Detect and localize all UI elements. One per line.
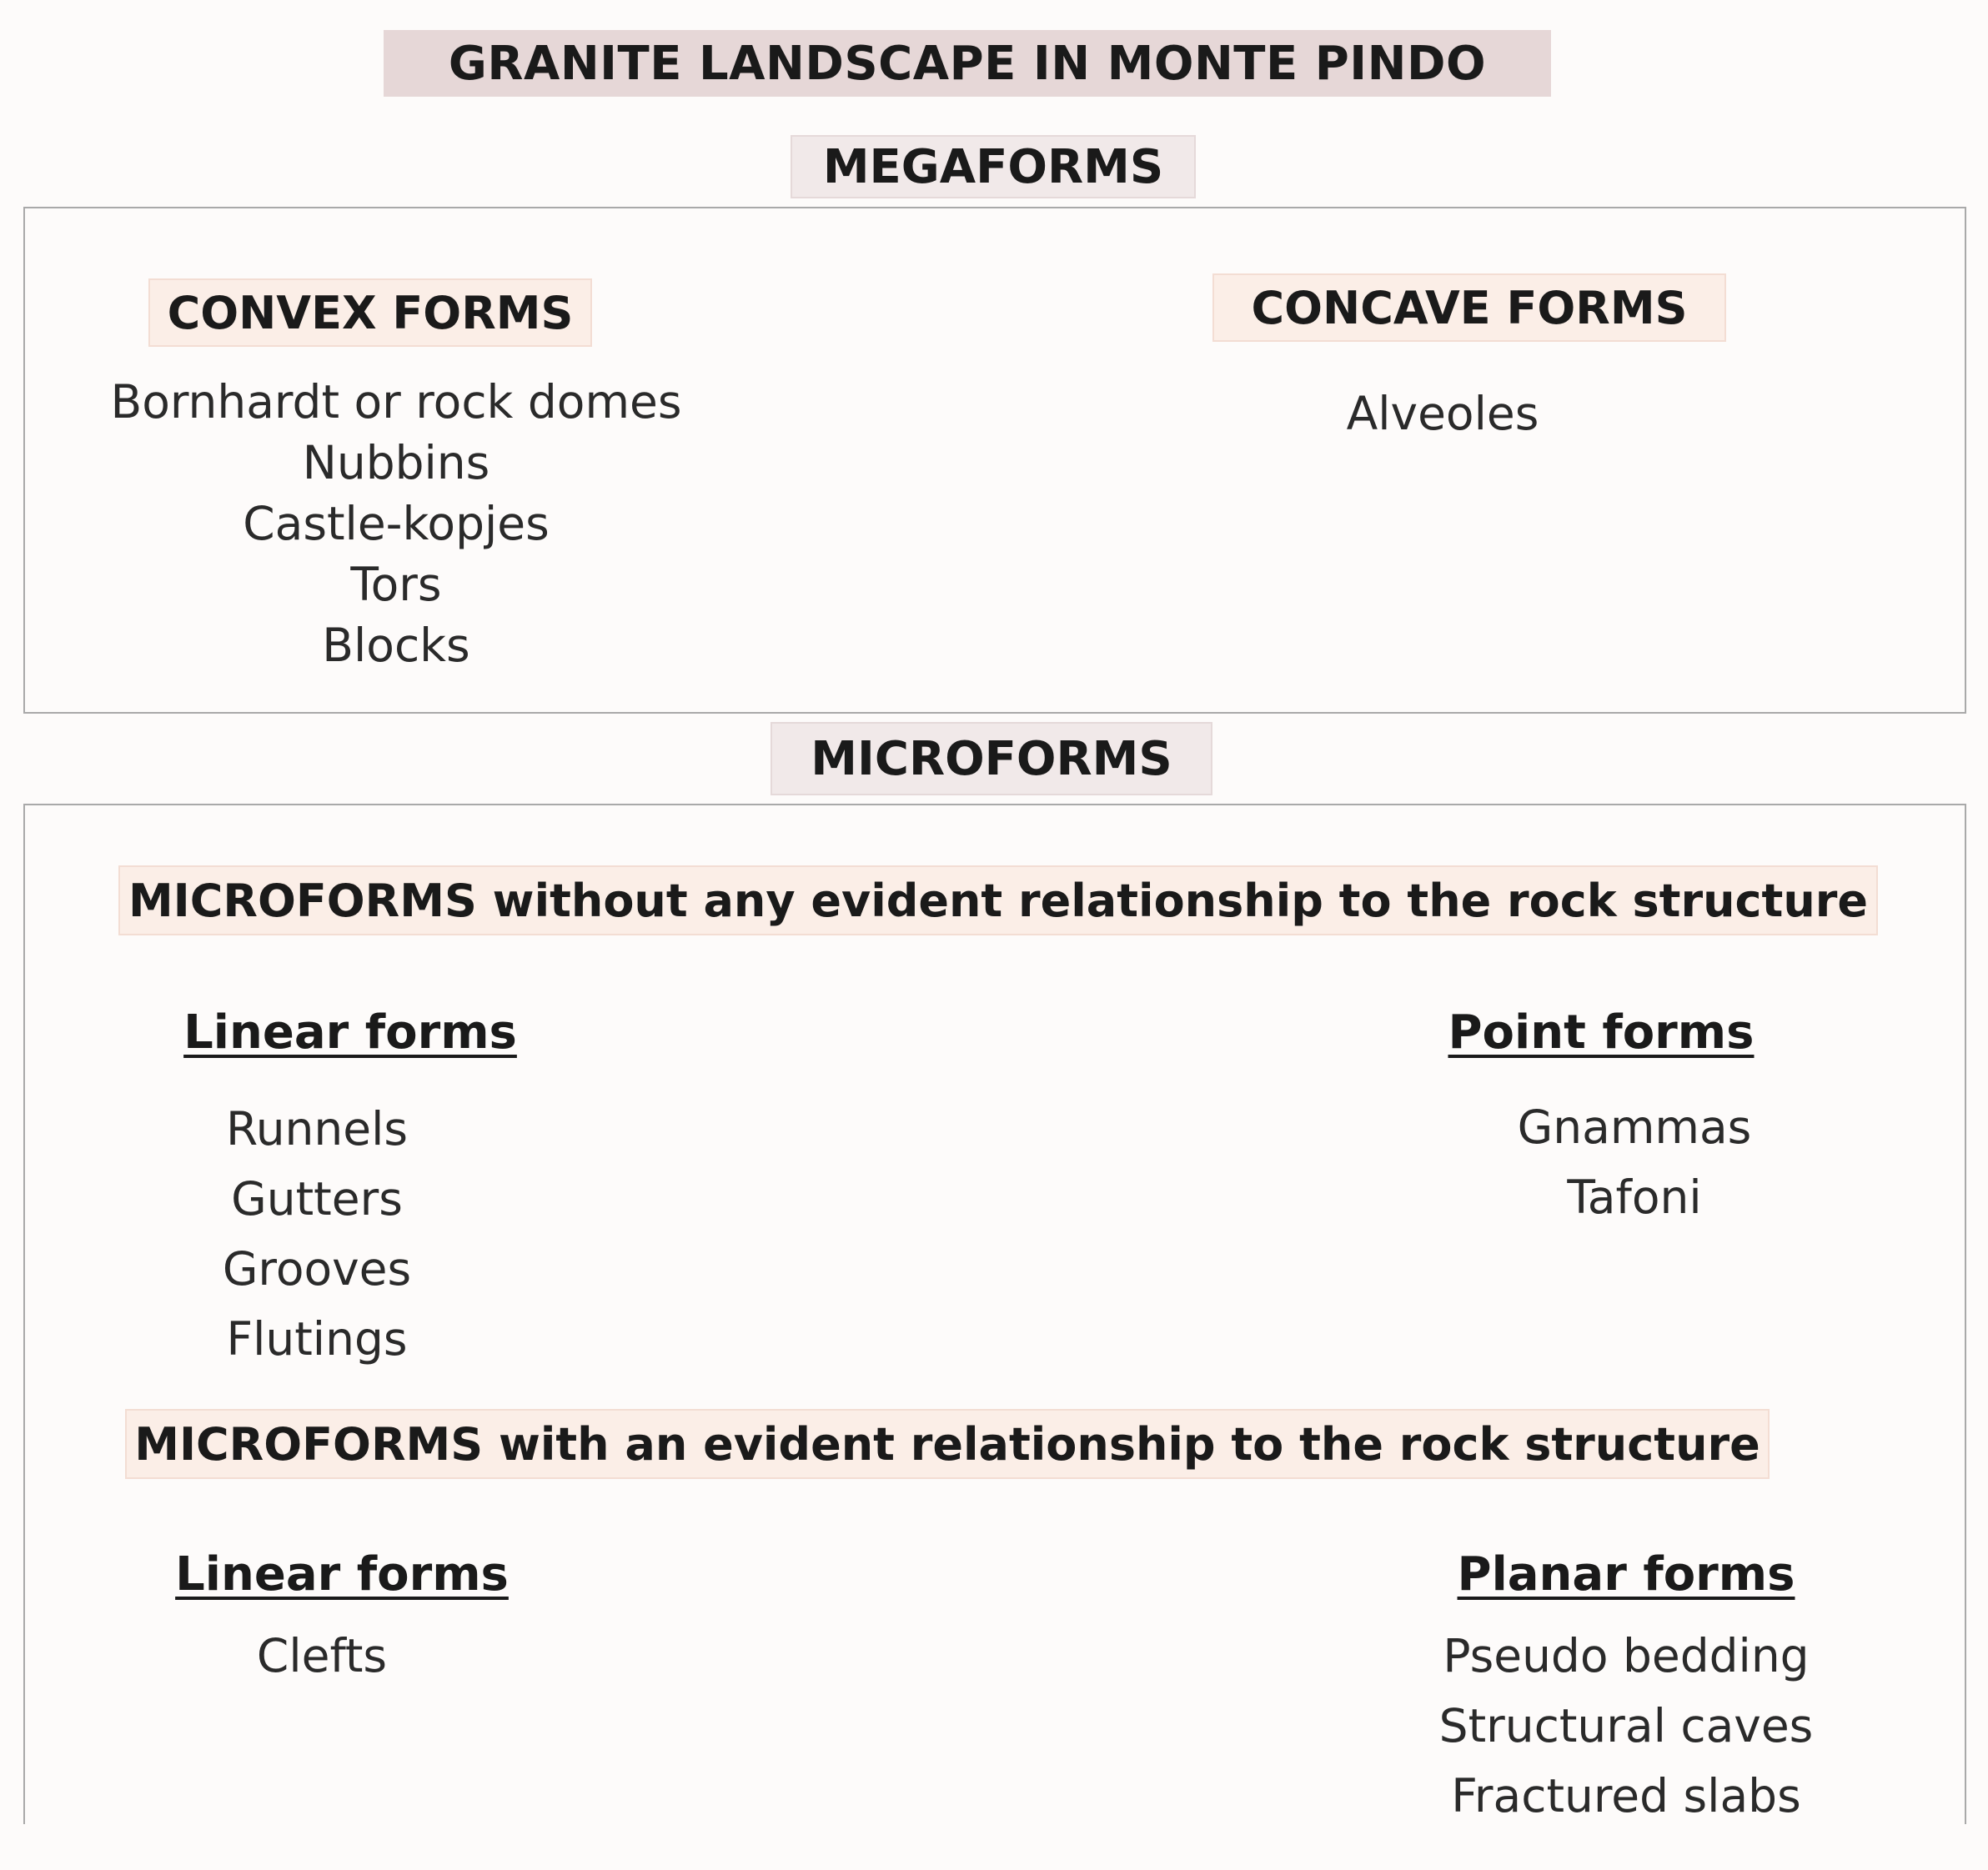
list-item: Fractured slabs (1451, 1769, 1801, 1822)
convex-forms-header: CONVEX FORMS (148, 278, 592, 347)
linear-forms-list (150, 1094, 484, 1374)
list-item: Grooves (222, 1242, 412, 1296)
microforms-with-header: MICROFORMS with an evident relationship to the rock structure (125, 1409, 1770, 1479)
linear-forms-heading: Linear forms (175, 1547, 509, 1602)
microforms-without-header: MICROFORMS without any evident relationship to the rock structure (118, 865, 1878, 935)
megaforms-header: MEGAFORMS (791, 135, 1196, 198)
list-item: Flutings (226, 1312, 408, 1366)
list-item: Gnammas (1517, 1100, 1752, 1154)
planar-forms-heading: Planar forms (1457, 1547, 1795, 1602)
concave-forms-header: CONCAVE FORMS (1212, 273, 1726, 342)
point-forms-list (1468, 1092, 1801, 1232)
list-item: Nubbins (302, 436, 490, 489)
clefts-list (155, 1621, 489, 1691)
list-item: Tafoni (1567, 1171, 1702, 1224)
point-forms-heading: Point forms (1448, 1005, 1755, 1060)
list-item: Runnels (225, 1102, 409, 1156)
list-item: Blocks (322, 619, 470, 672)
list-item: Gutters (231, 1172, 403, 1226)
list-item: Bornhardt or rock domes (110, 375, 682, 429)
planar-forms-list (1384, 1621, 1868, 1831)
linear-forms-heading: Linear forms (183, 1005, 517, 1060)
list-item: Alveoles (1346, 387, 1539, 440)
list-item: Pseudo bedding (1443, 1629, 1810, 1682)
list-item: Tors (350, 558, 442, 611)
concave-forms-list (1276, 384, 1609, 444)
list-item: Castle-kopjes (243, 497, 550, 550)
list-item: Clefts (256, 1629, 388, 1682)
convex-forms-list (83, 372, 709, 676)
diagram-title: GRANITE LANDSCAPE IN MONTE PINDO (384, 30, 1551, 97)
microforms-header: MICROFORMS (771, 722, 1212, 795)
list-item: Structural caves (1438, 1699, 1814, 1752)
